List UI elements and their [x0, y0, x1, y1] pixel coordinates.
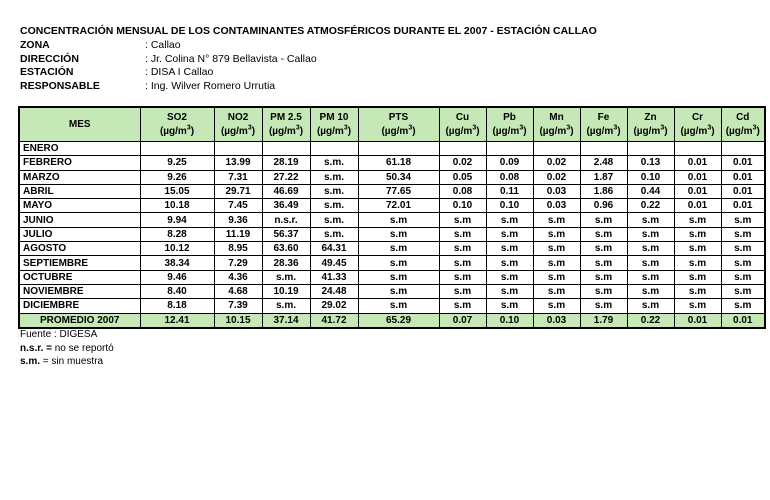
- pollutant-name: Cd: [736, 111, 750, 123]
- value-cell: s.m: [439, 242, 486, 256]
- info-row-responsable: [20, 80, 317, 94]
- table-row: [19, 170, 765, 184]
- unit-text: ): [190, 125, 195, 137]
- footnote-text: = sin muestra: [40, 356, 104, 367]
- value-cell: s.m: [439, 256, 486, 270]
- footnote-sm: [20, 355, 114, 369]
- value-cell: 0.01: [674, 156, 721, 170]
- value-cell: s.m: [358, 213, 439, 227]
- unit-text: ): [523, 125, 527, 137]
- unit-exponent: 3: [343, 124, 348, 132]
- value-cell: s.m: [486, 227, 533, 241]
- unit-text: (µg/m: [539, 125, 567, 137]
- unit-exponent: 3: [295, 124, 300, 132]
- average-label: PROMEDIO 2007: [19, 313, 140, 328]
- unit-text: ): [756, 125, 760, 137]
- value-cell: 0.09: [486, 156, 533, 170]
- value-cell: [310, 142, 358, 156]
- value-cell: 28.36: [262, 256, 310, 270]
- value-cell: [140, 142, 214, 156]
- value-cell: s.m: [674, 299, 721, 313]
- footnotes: [20, 328, 114, 369]
- value-cell: 46.69: [262, 184, 310, 198]
- value-cell: s.m: [674, 270, 721, 284]
- unit-text: ): [476, 125, 480, 137]
- unit-text: (µg/m: [381, 125, 409, 137]
- value-cell: s.m: [358, 227, 439, 241]
- value-cell: s.m: [580, 242, 627, 256]
- value-cell: s.m: [674, 242, 721, 256]
- month-cell: NOVIEMBRE: [19, 284, 140, 298]
- average-row: [19, 313, 765, 328]
- value-cell: 24.48: [310, 284, 358, 298]
- value-cell: 0.13: [627, 156, 674, 170]
- unit-exponent: 3: [247, 124, 252, 132]
- value-cell: [262, 142, 310, 156]
- value-cell: 10.19: [262, 284, 310, 298]
- value-cell: 27.22: [262, 170, 310, 184]
- value-cell: [580, 142, 627, 156]
- info-label: DIRECCIÓN: [20, 52, 79, 65]
- value-cell: 11.19: [214, 227, 262, 241]
- column-header-pollutant: [262, 107, 310, 142]
- value-cell: s.m: [439, 227, 486, 241]
- value-cell: s.m: [533, 213, 580, 227]
- unit-text: ): [711, 125, 715, 137]
- pollutant-name: Cr: [691, 111, 704, 123]
- pollutant-unit: [678, 125, 718, 139]
- table-row: [19, 156, 765, 170]
- unit-exponent: 3: [472, 124, 477, 132]
- value-cell: 2.48: [580, 156, 627, 170]
- average-value: 41.72: [310, 313, 358, 328]
- info-label: RESPONSABLE: [20, 79, 100, 92]
- unit-exponent: 3: [707, 124, 712, 132]
- month-cell: DICIEMBRE: [19, 299, 140, 313]
- value-cell: s.m: [721, 213, 765, 227]
- value-cell: 9.46: [140, 270, 214, 284]
- value-cell: 64.31: [310, 242, 358, 256]
- unit-text: ): [347, 125, 352, 137]
- table-row: [19, 142, 765, 156]
- value-cell: 7.31: [214, 170, 262, 184]
- value-cell: 0.01: [721, 184, 765, 198]
- footnote-text: no se reportó: [51, 342, 114, 354]
- pollutant-unit: [314, 125, 355, 139]
- footnote-text: Fuente : DIGESA: [20, 329, 98, 340]
- value-cell: 49.45: [310, 256, 358, 270]
- value-cell: s.m: [721, 270, 765, 284]
- value-cell: s.m: [580, 284, 627, 298]
- table-row: [19, 256, 765, 270]
- value-cell: 56.37: [262, 227, 310, 241]
- value-cell: s.m: [358, 299, 439, 313]
- unit-text: (µg/m: [220, 125, 248, 137]
- value-cell: 13.99: [214, 156, 262, 170]
- station-info: [20, 39, 317, 93]
- value-cell: 10.12: [140, 242, 214, 256]
- unit-text: ): [412, 125, 416, 137]
- info-value: : Ing. Wilver Romero Urrutia: [145, 79, 276, 92]
- value-cell: s.m: [439, 299, 486, 313]
- pollutant-unit: [266, 125, 307, 139]
- unit-text: (µg/m: [316, 125, 344, 137]
- value-cell: s.m: [486, 284, 533, 298]
- month-cell: JUNIO: [19, 213, 140, 227]
- value-cell: s.m: [580, 213, 627, 227]
- value-cell: s.m: [627, 270, 674, 284]
- value-cell: [721, 142, 765, 156]
- column-header-pollutant: [310, 107, 358, 142]
- value-cell: 7.39: [214, 299, 262, 313]
- value-cell: s.m: [533, 227, 580, 241]
- month-cell: ABRIL: [19, 184, 140, 198]
- average-value: 12.41: [140, 313, 214, 328]
- info-row-direccion: [20, 53, 317, 67]
- value-cell: s.m: [674, 213, 721, 227]
- unit-text: ): [617, 125, 621, 137]
- column-header-pollutant: [140, 107, 214, 142]
- unit-text: (µg/m: [445, 125, 473, 137]
- value-cell: 72.01: [358, 199, 439, 213]
- value-cell: 0.02: [533, 156, 580, 170]
- unit-exponent: 3: [752, 124, 757, 132]
- value-cell: [674, 142, 721, 156]
- month-cell: AGOSTO: [19, 242, 140, 256]
- unit-exponent: 3: [186, 124, 191, 132]
- pollutant-unit: [362, 125, 436, 139]
- pollutant-unit: [490, 125, 530, 139]
- value-cell: 29.71: [214, 184, 262, 198]
- pollutant-name: Cu: [455, 111, 470, 123]
- table-row: [19, 184, 765, 198]
- unit-text: (µg/m: [268, 125, 296, 137]
- value-cell: s.m: [486, 242, 533, 256]
- value-cell: s.m: [627, 284, 674, 298]
- value-cell: 29.02: [310, 299, 358, 313]
- value-cell: s.m: [439, 213, 486, 227]
- value-cell: s.m: [439, 270, 486, 284]
- value-cell: [486, 142, 533, 156]
- month-cell: SEPTIEMBRE: [19, 256, 140, 270]
- value-cell: s.m: [486, 270, 533, 284]
- value-cell: 9.25: [140, 156, 214, 170]
- value-cell: s.m: [358, 256, 439, 270]
- pollutant-unit: [218, 125, 259, 139]
- value-cell: 0.08: [486, 170, 533, 184]
- unit-exponent: 3: [660, 124, 665, 132]
- footnote-source: [20, 328, 114, 342]
- value-cell: [439, 142, 486, 156]
- pollutant-unit: [537, 125, 577, 139]
- pollutant-unit: [725, 125, 762, 139]
- table-header-row: [19, 107, 765, 142]
- value-cell: s.m: [486, 213, 533, 227]
- unit-text: ): [664, 125, 668, 137]
- value-cell: s.m: [358, 242, 439, 256]
- value-cell: s.m.: [262, 299, 310, 313]
- footnote-key: s.m.: [20, 356, 41, 367]
- value-cell: s.m: [533, 284, 580, 298]
- value-cell: 0.02: [533, 170, 580, 184]
- value-cell: 77.65: [358, 184, 439, 198]
- month-cell: JULIO: [19, 227, 140, 241]
- table-body: [19, 142, 765, 328]
- value-cell: s.m: [674, 256, 721, 270]
- value-cell: s.m.: [310, 156, 358, 170]
- average-value: 1.79: [580, 313, 627, 328]
- value-cell: [533, 142, 580, 156]
- average-value: 0.01: [721, 313, 765, 328]
- unit-text: (µg/m: [159, 125, 187, 137]
- column-header-pollutant: [721, 107, 765, 142]
- table-row: [19, 213, 765, 227]
- table-row: [19, 270, 765, 284]
- value-cell: 0.08: [439, 184, 486, 198]
- value-cell: s.m: [580, 256, 627, 270]
- value-cell: s.m: [533, 242, 580, 256]
- value-cell: 8.28: [140, 227, 214, 241]
- value-cell: s.m.: [310, 213, 358, 227]
- value-cell: s.m: [674, 227, 721, 241]
- pollutant-name: PM 2.5: [270, 111, 302, 123]
- pollutant-name: PM 10: [319, 111, 349, 123]
- unit-exponent: 3: [408, 124, 413, 132]
- value-cell: 8.95: [214, 242, 262, 256]
- unit-text: ): [299, 125, 304, 137]
- value-cell: 0.05: [439, 170, 486, 184]
- table-row: [19, 199, 765, 213]
- value-cell: s.m: [721, 242, 765, 256]
- value-cell: s.m.: [310, 199, 358, 213]
- value-cell: 36.49: [262, 199, 310, 213]
- value-cell: s.m: [721, 284, 765, 298]
- value-cell: s.m: [627, 227, 674, 241]
- footnote-key: n.s.r. =: [20, 342, 52, 354]
- value-cell: [358, 142, 439, 156]
- value-cell: 0.11: [486, 184, 533, 198]
- pollutant-unit: [631, 125, 671, 139]
- unit-text: (µg/m: [492, 125, 520, 137]
- month-cell: FEBRERO: [19, 156, 140, 170]
- pollutant-unit: [443, 125, 483, 139]
- pollutant-name: Mn: [549, 111, 564, 123]
- value-cell: s.m.: [310, 227, 358, 241]
- column-header-pollutant: [674, 107, 721, 142]
- info-value: : Callao: [145, 39, 181, 51]
- value-cell: 28.19: [262, 156, 310, 170]
- column-header-pollutant: [439, 107, 486, 142]
- unit-text: (µg/m: [725, 125, 753, 137]
- value-cell: 0.01: [674, 199, 721, 213]
- value-cell: 15.05: [140, 184, 214, 198]
- average-value: 37.14: [262, 313, 310, 328]
- value-cell: 0.10: [439, 199, 486, 213]
- average-value: 0.10: [486, 313, 533, 328]
- unit-exponent: 3: [519, 124, 524, 132]
- unit-text: (µg/m: [680, 125, 708, 137]
- value-cell: 9.26: [140, 170, 214, 184]
- value-cell: 9.36: [214, 213, 262, 227]
- value-cell: 8.18: [140, 299, 214, 313]
- info-label: ESTACIÓN: [20, 66, 74, 78]
- pollutant-name: Zn: [644, 111, 657, 123]
- pollutant-name: Fe: [597, 111, 610, 123]
- month-cell: MAYO: [19, 199, 140, 213]
- value-cell: s.m: [627, 213, 674, 227]
- value-cell: 0.01: [721, 199, 765, 213]
- value-cell: s.m: [580, 227, 627, 241]
- pollutant-name: SO2: [166, 111, 187, 123]
- column-header-pollutant: [627, 107, 674, 142]
- value-cell: 0.01: [674, 184, 721, 198]
- column-header-pollutant: [533, 107, 580, 142]
- value-cell: 0.01: [721, 156, 765, 170]
- value-cell: s.m: [533, 299, 580, 313]
- column-header-pollutant: [580, 107, 627, 142]
- value-cell: 1.87: [580, 170, 627, 184]
- value-cell: 0.10: [486, 199, 533, 213]
- value-cell: 0.03: [533, 199, 580, 213]
- value-cell: s.m: [533, 256, 580, 270]
- unit-text: ): [251, 125, 256, 137]
- value-cell: 8.40: [140, 284, 214, 298]
- pollutant-name: PTS: [388, 111, 409, 123]
- value-cell: 0.03: [533, 184, 580, 198]
- value-cell: s.m: [721, 299, 765, 313]
- value-cell: s.m.: [310, 170, 358, 184]
- value-cell: 7.29: [214, 256, 262, 270]
- unit-exponent: 3: [613, 124, 618, 132]
- unit-text: ): [570, 125, 574, 137]
- value-cell: s.m: [721, 256, 765, 270]
- value-cell: s.m: [627, 299, 674, 313]
- table-row: [19, 242, 765, 256]
- value-cell: 0.44: [627, 184, 674, 198]
- average-value: 65.29: [358, 313, 439, 328]
- pollutant-name: Pb: [503, 111, 516, 123]
- value-cell: 0.01: [721, 170, 765, 184]
- value-cell: 0.10: [627, 170, 674, 184]
- value-cell: 63.60: [262, 242, 310, 256]
- footnote-nsr: [20, 342, 114, 356]
- month-cell: MARZO: [19, 170, 140, 184]
- page-title: CONCENTRACIÓN MENSUAL DE LOS CONTAMINANTES ATMOSFÉRICOS DURANTE EL 2007 - ESTACIÓN CALLAO: [20, 25, 597, 37]
- value-cell: [627, 142, 674, 156]
- value-cell: 9.94: [140, 213, 214, 227]
- table-row: [19, 284, 765, 298]
- info-row-zona: [20, 39, 317, 53]
- value-cell: s.m: [721, 227, 765, 241]
- value-cell: s.m: [358, 270, 439, 284]
- column-header-pollutant: [214, 107, 262, 142]
- value-cell: 0.22: [627, 199, 674, 213]
- average-value: 10.15: [214, 313, 262, 328]
- month-cell: ENERO: [19, 142, 140, 156]
- column-header-pollutant: [486, 107, 533, 142]
- pollutant-unit: [584, 125, 624, 139]
- value-cell: 4.68: [214, 284, 262, 298]
- average-value: 0.07: [439, 313, 486, 328]
- value-cell: 0.02: [439, 156, 486, 170]
- value-cell: 4.36: [214, 270, 262, 284]
- column-header-pollutant: [358, 107, 439, 142]
- info-value: : Jr. Colina N° 879 Bellavista - Callao: [145, 52, 317, 65]
- value-cell: s.m: [627, 256, 674, 270]
- value-cell: 41.33: [310, 270, 358, 284]
- value-cell: 7.45: [214, 199, 262, 213]
- month-cell: OCTUBRE: [19, 270, 140, 284]
- average-value: 0.01: [674, 313, 721, 328]
- value-cell: s.m.: [262, 270, 310, 284]
- value-cell: s.m: [580, 270, 627, 284]
- pollutant-unit: [144, 125, 211, 139]
- value-cell: s.m: [486, 299, 533, 313]
- table-row: [19, 227, 765, 241]
- value-cell: s.m: [533, 270, 580, 284]
- value-cell: 38.34: [140, 256, 214, 270]
- average-value: 0.22: [627, 313, 674, 328]
- value-cell: 1.86: [580, 184, 627, 198]
- value-cell: s.m: [580, 299, 627, 313]
- value-cell: s.m: [674, 284, 721, 298]
- value-cell: s.m.: [310, 184, 358, 198]
- pollutant-table: [18, 106, 766, 329]
- unit-exponent: 3: [566, 124, 571, 132]
- average-value: 0.03: [533, 313, 580, 328]
- value-cell: 0.01: [674, 170, 721, 184]
- value-cell: s.m: [486, 256, 533, 270]
- info-label: ZONA: [20, 39, 50, 51]
- value-cell: s.m: [439, 284, 486, 298]
- value-cell: s.m: [627, 242, 674, 256]
- value-cell: n.s.r.: [262, 213, 310, 227]
- unit-text: (µg/m: [586, 125, 614, 137]
- unit-text: (µg/m: [633, 125, 661, 137]
- value-cell: 50.34: [358, 170, 439, 184]
- value-cell: s.m: [358, 284, 439, 298]
- value-cell: 0.96: [580, 199, 627, 213]
- info-row-estacion: [20, 66, 317, 80]
- value-cell: 61.18: [358, 156, 439, 170]
- value-cell: [214, 142, 262, 156]
- column-header-month: MES: [19, 107, 140, 142]
- value-cell: 10.18: [140, 199, 214, 213]
- pollutant-name: NO2: [227, 111, 249, 123]
- info-value: : DISA I Callao: [145, 66, 214, 78]
- table-row: [19, 299, 765, 313]
